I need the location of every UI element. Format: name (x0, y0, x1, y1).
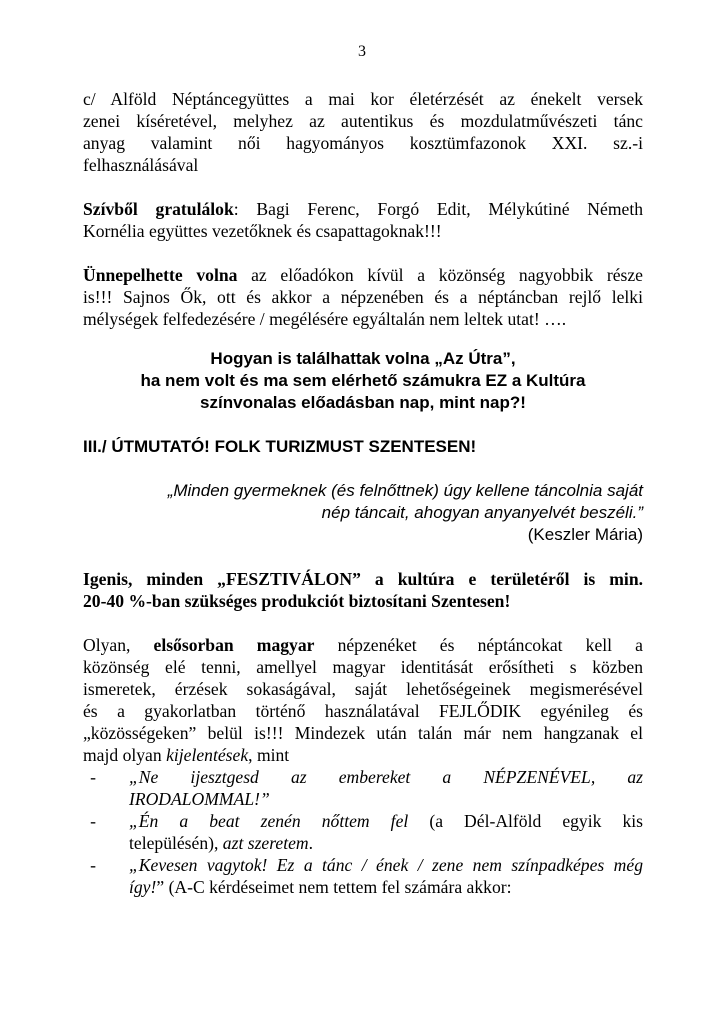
centered-question (83, 348, 643, 414)
dash-bullet: - (90, 811, 96, 831)
celebrate-text: az előadókon kívül a közönség nagyobbik része (237, 265, 643, 285)
celebrate-line-3: mélységek felfedezésére / megélésére egyáltalán nem leltek utat! …. (83, 309, 567, 329)
body-line: és a gyakorlatban történő használatával FEJLŐDIK egyénileg és (83, 701, 643, 721)
body-line (83, 744, 643, 766)
festival-line: 20-40 %-ban szükséges produkciót biztosítani Szentesen! (83, 591, 511, 611)
bullet-2-line-2 (129, 832, 643, 854)
dash-bullet: - (90, 855, 96, 875)
body-line: közönség elé tenni, amellyel magyar identitását erősítheti s közben (83, 657, 643, 677)
bullet-2-text: (a Dél-Alföld egyik kis (408, 811, 644, 831)
page-number: 3 (358, 43, 366, 60)
congratulations-bold: Szívből gratulálok (83, 199, 234, 219)
paragraph-c-line: zenei kíséretével, melyhez az autentikus és mozdulatművészeti tánc (83, 111, 643, 131)
quote-line: „Minden gyermeknek (és felnőttnek) úgy kellene táncolnia saját (167, 481, 643, 500)
bullet-2-line-1 (129, 810, 643, 832)
congratulations-line (83, 198, 643, 220)
bullet-2-italic: azt szeretem (222, 833, 309, 853)
bullet-3-italic: így! (129, 877, 157, 897)
bullet-3-line-1: „Kevesen vagytok! Ez a tánc / ének / zene nem színpadképes még (129, 855, 643, 875)
list-item (83, 810, 643, 854)
body-line: „közösségeken” belül is!!! Mindezek után talán már nem hangzanak el (83, 723, 643, 743)
celebrate-line (83, 264, 643, 286)
bullet-3-text: ” (A-C kérdéseimet nem tettem fel számára akkor: (156, 877, 512, 897)
festival-line: Igenis, minden „FESZTIVÁLON” a kultúra e területéről is min. (83, 569, 643, 589)
paragraph-c-line: anyag valamint női hagyományos kosztümfazonok XXI. sz.-i (83, 133, 643, 153)
congratulations-paragraph (83, 198, 643, 242)
body-text: Olyan, (83, 635, 154, 655)
dash-bullet: - (90, 767, 96, 787)
body-bold: elsősorban magyar (153, 635, 315, 655)
bullet-1-line-2: IRODALOMMAL!” (129, 789, 270, 809)
congratulations-text: : Bagi Ferenc, Forgó Edit, Mélykútiné Németh (233, 199, 643, 219)
list-item (83, 766, 643, 810)
body-text: , mint (248, 745, 290, 765)
quote-block (83, 480, 643, 546)
list-item (83, 854, 643, 898)
festival-paragraph (83, 568, 643, 612)
celebrate-bold: Ünnepelhette volna (83, 265, 238, 285)
body-italic: kijelentések (166, 745, 249, 765)
celebrate-paragraph (83, 264, 643, 330)
body-line: ismeretek, érzések sokaságával, saját lehetőségeinek megismerésével (83, 679, 643, 699)
body-text: népzenéket és néptáncokat kell a (314, 635, 643, 655)
body-line (83, 634, 643, 656)
celebrate-line-2: is!!! Sajnos Ők, ott és akkor a népzenében és a néptáncban rejlő lelki (83, 287, 643, 307)
section-heading: III./ ÚTMUTATÓ! FOLK TURIZMUST SZENTESEN! (83, 437, 477, 456)
quote-line: nép táncait, ahogyan anyanyelvét beszéli.” (321, 503, 643, 522)
bullet-3-line-2 (129, 876, 643, 898)
paragraph-c (83, 88, 643, 176)
bullet-2-text: . (308, 833, 314, 853)
centered-question-line: ha nem volt és ma sem elérhető számukra EZ a Kultúra (140, 371, 586, 390)
body-paragraph (83, 634, 643, 766)
quote-author: (Keszler Mária) (527, 525, 643, 544)
paragraph-c-line: felhasználásával (83, 155, 199, 175)
body-text: majd olyan (83, 745, 167, 765)
bullet-2-text: településén), (129, 833, 223, 853)
bullet-1-line-1: „Ne ijesztgesd az embereket a NÉPZENÉVEL, az (129, 767, 643, 787)
congratulations-line-2: Kornélia együttes vezetőknek és csapattagoknak!!! (83, 221, 442, 241)
centered-question-line: színvonalas előadásban nap, mint nap?! (200, 393, 526, 412)
centered-question-line: Hogyan is találhattak volna „Az Útra”, (210, 349, 516, 368)
bullet-list (83, 766, 643, 898)
paragraph-c-line: c/ Alföld Néptáncegyüttes a mai kor életérzését az énekelt versek (83, 89, 643, 109)
bullet-2-italic: „Én a beat zenén nőttem fel (129, 811, 409, 831)
